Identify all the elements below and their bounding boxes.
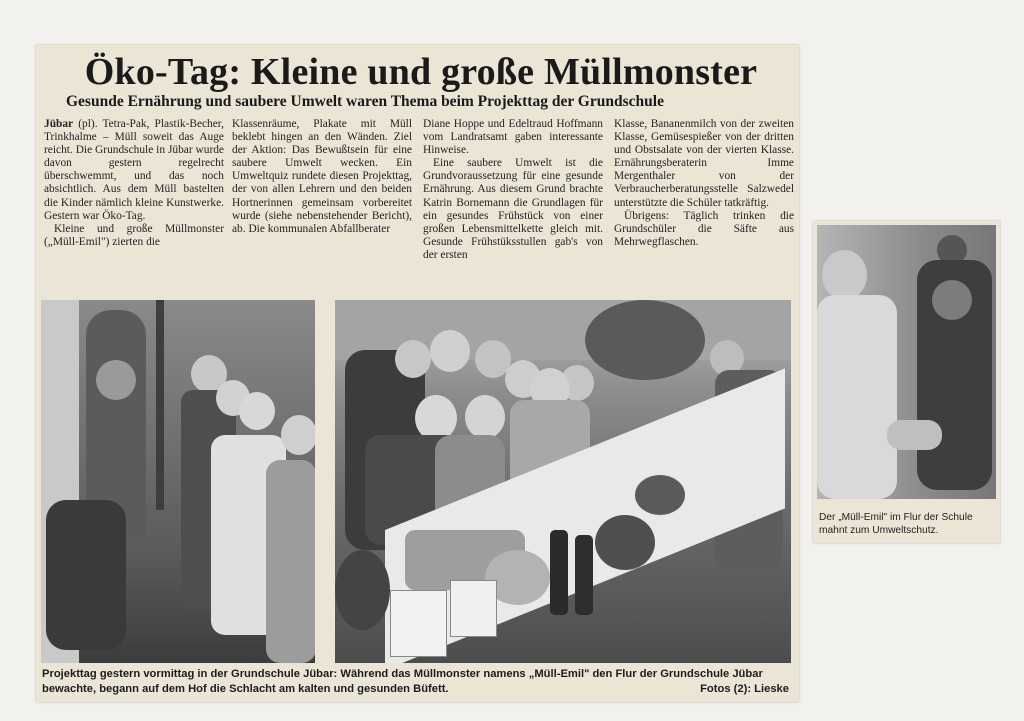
article-column-4 (614, 118, 794, 249)
column-1-paragraph-1: (pl). Tetra-Pak, Plastik-Becher, Trinkhalme – Müll soweit das Auge reicht. Die Grundschule in Jübar wurde davon gestern regelrecht überschwemmt, und das noch absichtlich. Aus dem Müll bastelten die Kinder nämlich kleine Kunstwerke. Gestern war Öko-Tag. (44, 118, 224, 222)
photo-muell-emil-hallway (817, 225, 996, 499)
column-3-paragraph-1: Diane Hoppe und Edeltraud Hoffmann vom Landratsamt gaben interessante Hinweise. (423, 118, 603, 157)
column-4-paragraph-1: Klasse, Bananenmilch von der zweiten Klasse, Gemüsespießer von der dritten und Obstsalate von der vierten Klasse. Ernährungsberaterin Imme Mergenthaler von der Verbraucherberatungsstelle Salzwedel unterstützte die Schüler tatkräftig. (614, 118, 794, 209)
dateline: Jübar (44, 118, 74, 130)
column-3-paragraph-2: Eine saubere Umwelt ist die Grundvoraussetzung für eine gesunde Ernährung. Aus diesem Grund brachte Katrin Bornemann die Grundlagen für ein gesundes Frühstück von einer großen Lebensmittelkette gleich mit. Gesunde Frühstüksstullen gab's von der ersten (423, 157, 603, 261)
column-1-paragraph-2: Kleine und große Müllmonster („Müll-Emil") zierten die (44, 222, 224, 248)
side-photo-caption: Der „Müll-Emil" im Flur der Schule mahnt zum Umweltschutz. (819, 512, 973, 536)
photo-healthy-buffet (335, 300, 791, 663)
photo-muell-emil-with-children (41, 300, 315, 663)
article-column-3 (423, 118, 603, 262)
article-column-2 (232, 118, 412, 236)
photo-caption: Projekttag gestern vormittag in der Grundschule Jübar: Während das Müllmonster namens „Müll-Emil" den Flur der Grundschule Jübar bewachte, begann auf dem Hof die Schlacht am kalten und gesunden Büfett. (42, 668, 763, 695)
headline: Öko-Tag: Kleine und große Müllmonster (84, 51, 758, 93)
subheadline: Gesunde Ernährung und saubere Umwelt waren Thema beim Projekttag der Grundschule (66, 93, 664, 110)
column-4-paragraph-2: Übrigens: Täglich trinken die Grundschüler die Säfte aus Mehrwegflaschen. (614, 209, 794, 248)
newspaper-clipping-side (813, 221, 1000, 543)
column-2-paragraph: Klassenräume, Plakate mit Müll beklebt hingen an den Wänden. Ziel der Aktion: Das Bewußtsein für eine saubere Umwelt wecken. Ein Umweltquiz rundete diesen Projekttag, der von allen Lehrern und den beiden Hortnerinnen gemeinsam vorbereitet wurde (siehe nebenstehender Bericht), ab. Die kommunalen Abfallberater (232, 118, 412, 235)
article-column-1 (44, 118, 224, 249)
photo-credit: Fotos (2): Lieske (692, 682, 789, 697)
newspaper-clipping-main (36, 45, 799, 702)
